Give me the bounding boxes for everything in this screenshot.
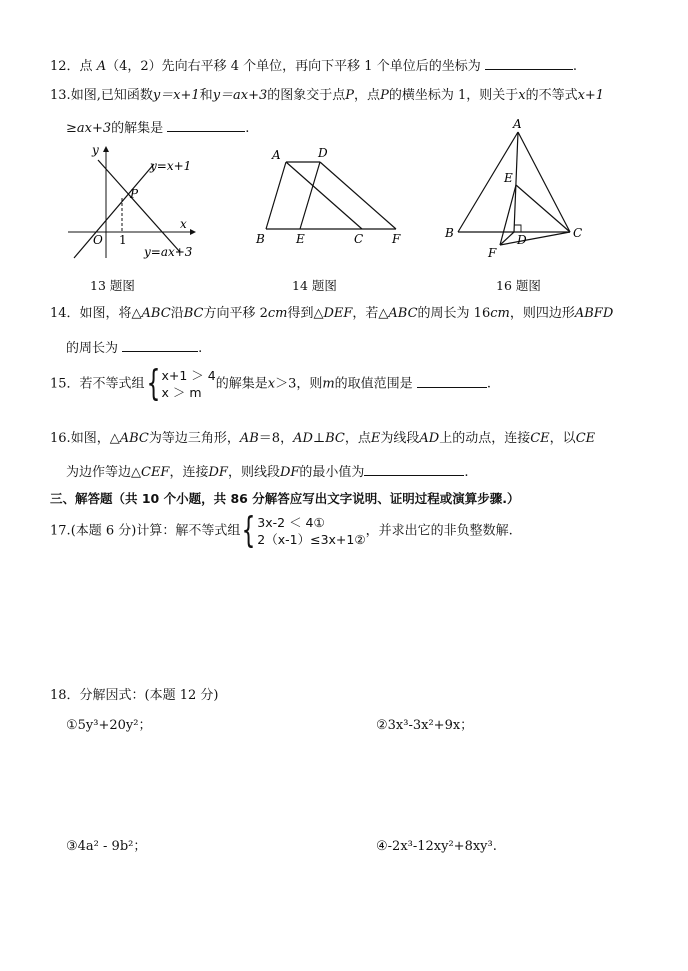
- question-18-item-1: ①5y³+20y²；: [66, 718, 152, 733]
- fig13-y-arrow: [103, 146, 109, 152]
- question-16-line-2: 为边作等边△CEF，连接DF，则线段DF的最小值为 .: [66, 461, 469, 482]
- answer-blank-16[interactable]: [364, 461, 464, 476]
- fig14-side-df: [320, 162, 396, 229]
- fig13-line1-label: y=x+1: [150, 159, 192, 173]
- fig16-caption: 16 题图: [496, 278, 541, 293]
- fig16-segment-ef: [500, 185, 516, 245]
- fig14-side-ab: [266, 162, 286, 229]
- question-18-item-2: ②3x³-3x²+9x；: [376, 718, 474, 733]
- fig16-f-label: F: [488, 246, 497, 260]
- question-17: 17.(本题 6 分)计算：解不等式组 { 3x-2 ＜ 4① 2（x-1）≤3x+1② ，并求出它的非负整数解.: [50, 510, 513, 551]
- fig16-e-label: E: [504, 171, 513, 185]
- fig13-y-label: y: [92, 143, 99, 157]
- fig13-origin-label: O: [93, 233, 103, 247]
- fig14-side-ac: [286, 162, 362, 229]
- fig13-x-arrow: [190, 229, 196, 235]
- question-14-line-2: 的周长为 .: [66, 337, 202, 358]
- fig14-f-label: F: [392, 232, 401, 246]
- fig14-b-label: B: [256, 232, 265, 246]
- answer-blank-12[interactable]: [485, 55, 573, 70]
- fig13-one-label: 1: [119, 233, 127, 247]
- fig16-segment-ce: [516, 185, 570, 232]
- fig16-side-ac: [518, 132, 570, 232]
- fig13-p-label: P: [130, 187, 139, 201]
- fig16-right-angle-mark: [514, 225, 521, 232]
- question-18-item-3: ③4a² - 9b²；: [66, 839, 147, 854]
- question-16-line-1: 16.如图，△ABC为等边三角形，AB＝8，AD⊥BC，点E为线段AD上的动点，连接CE，以CE: [50, 431, 596, 446]
- figure-14: [252, 145, 412, 250]
- fig14-e-label: E: [296, 232, 305, 246]
- fig16-d-label: D: [517, 233, 527, 247]
- section-3-title: 三、解答题（共 10 个小题，共 86 分解答应写出文字说明、证明过程或演算步骤.）: [50, 491, 520, 506]
- answer-blank-15[interactable]: [417, 373, 487, 388]
- inequality-system-15: { x+1 ＞ 4 x ＞ m: [146, 363, 216, 404]
- fig16-median-ad: [514, 132, 518, 232]
- fig14-caption: 14 题图: [292, 278, 337, 293]
- answer-blank-13[interactable]: [167, 117, 245, 132]
- question-15: 15．若不等式组 { x+1 ＞ 4 x ＞ m 的解集是x＞3，则m的取值范围是 .: [50, 363, 491, 404]
- fig16-b-label: B: [445, 226, 454, 240]
- fig16-segment-cf: [500, 232, 570, 245]
- fig14-side-de: [300, 162, 320, 229]
- question-12: 12．点 A（4，2）先向右平移 4 个单位，再向下平移 1 个单位后的坐标为 .: [50, 55, 577, 76]
- question-18-title: 18．分解因式：(本题 12 分): [50, 688, 219, 703]
- fig14-a-label: A: [272, 148, 281, 162]
- question-18-item-4: ④-2x³-12xy²+8xy³.: [376, 839, 497, 854]
- fig13-line2-label: y=ax+3: [144, 245, 193, 259]
- fig13-x-label: x: [180, 217, 187, 231]
- fig13-line-ax-plus-3: [98, 160, 180, 252]
- question-13-line-2: ≥ax+3的解集是 .: [66, 117, 249, 138]
- fig14-c-label: C: [354, 232, 364, 246]
- figure-13: [62, 140, 202, 265]
- fig16-a-label: A: [513, 117, 522, 131]
- fig14-d-label: D: [318, 146, 328, 160]
- question-13-line-1: 13.如图,已知函数y＝x+1和y＝ax+3的图象交于点P，点P的横坐标为 1，则关于x的不等式x+1: [50, 88, 605, 103]
- fig16-c-label: C: [573, 226, 583, 240]
- answer-blank-14[interactable]: [122, 337, 198, 352]
- question-14-line-1: 14．如图，将△ABC沿BC方向平移 2cm得到△DEF，若△ABC的周长为 16cm，则四边形ABFD: [50, 306, 614, 321]
- fig13-caption: 13 题图: [90, 278, 135, 293]
- figure-16: [440, 115, 590, 265]
- inequality-system-17: { 3x-2 ＜ 4① 2（x-1）≤3x+1②: [241, 510, 366, 551]
